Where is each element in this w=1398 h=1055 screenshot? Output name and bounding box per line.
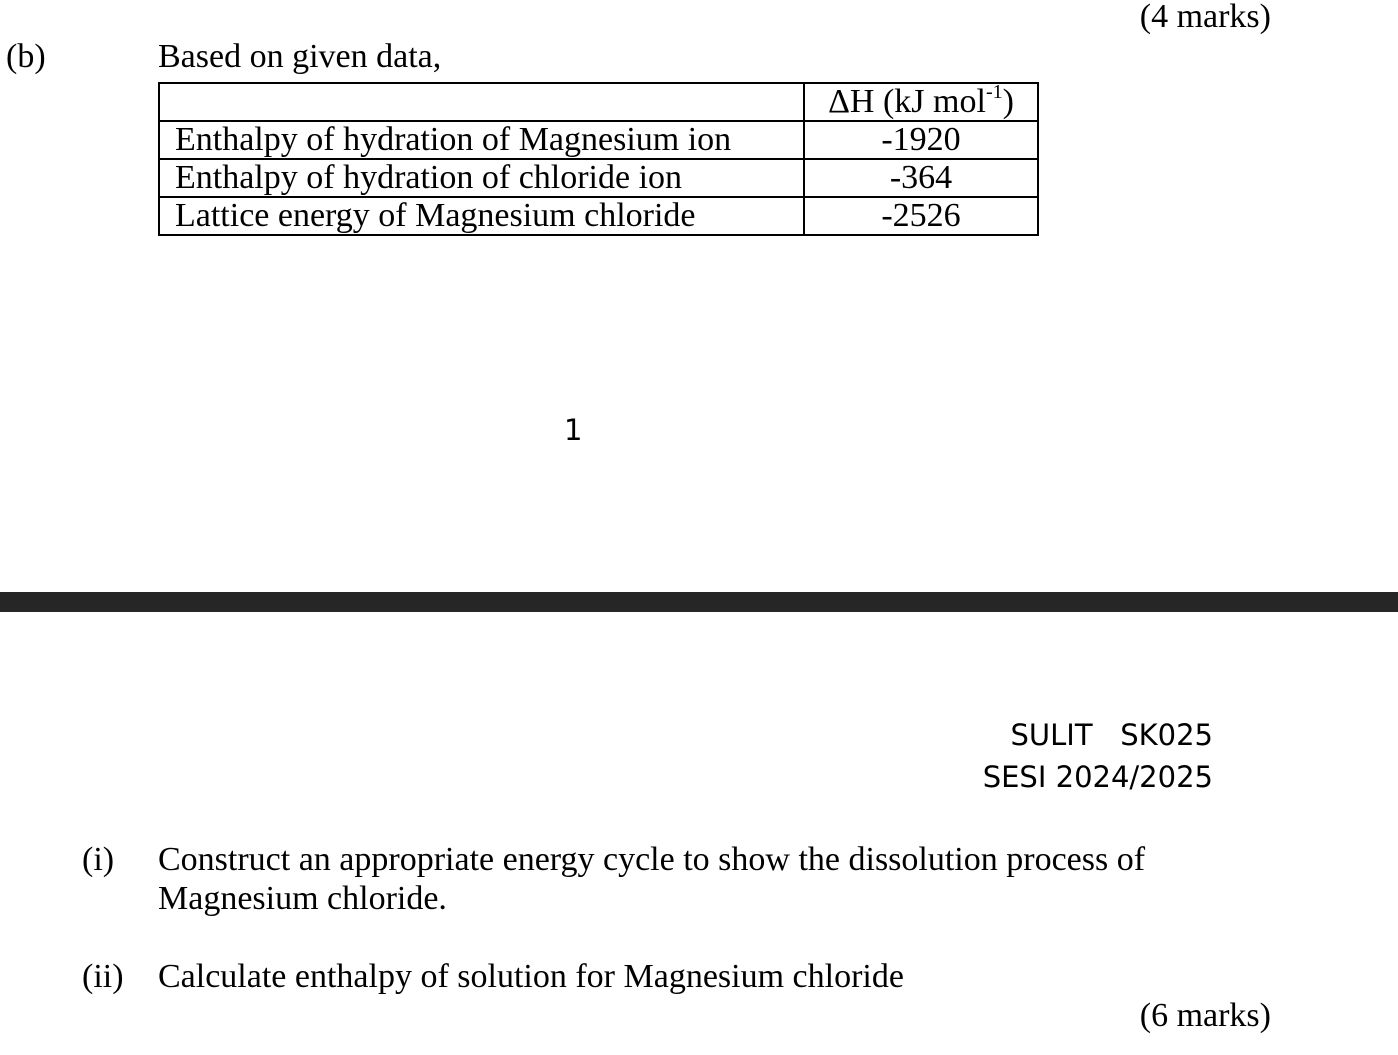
table-header-cell xyxy=(804,80,1038,121)
enthalpy-data-table xyxy=(158,82,1039,236)
sub-question-text: Construct an appropriate energy cycle to show the dissolution process of xyxy=(158,841,1146,878)
table-row-value: -1920 xyxy=(804,121,1038,159)
table-row xyxy=(159,121,1038,159)
question-intro: Based on given data, xyxy=(158,38,442,75)
sub-question-label: (ii) xyxy=(82,958,124,995)
header-sulit-code: SULIT SK025 xyxy=(1010,718,1213,752)
page-number: 1 xyxy=(564,413,583,447)
table-header-row xyxy=(159,83,1038,121)
marks-label-top: (4 marks) xyxy=(1139,0,1271,35)
sub-question-text-continued: Magnesium chloride. xyxy=(158,880,447,917)
table-row-value: -2526 xyxy=(804,197,1038,235)
table-row-value: -364 xyxy=(804,159,1038,197)
header-unit-text: ΔH (kJ mol xyxy=(828,83,986,120)
sub-question-label: (i) xyxy=(82,841,115,878)
marks-label-bottom: (6 marks) xyxy=(1139,997,1271,1034)
page-divider xyxy=(0,592,1398,612)
table-row-label: Lattice energy of Magnesium chloride xyxy=(159,197,804,235)
table-row xyxy=(159,159,1038,197)
header-unit-superscript: -1 xyxy=(985,80,1003,103)
header-session: SESI 2024/2025 xyxy=(982,760,1213,794)
table-row-label: Enthalpy of hydration of Magnesium ion xyxy=(159,121,804,159)
sub-question-text: Calculate enthalpy of solution for Magnesium chloride xyxy=(158,958,904,995)
header-unit-close: ) xyxy=(1002,83,1014,120)
table-row xyxy=(159,197,1038,235)
table-row-label: Enthalpy of hydration of chloride ion xyxy=(159,159,804,197)
table-header-empty-cell xyxy=(159,83,804,121)
question-label: (b) xyxy=(6,38,46,75)
